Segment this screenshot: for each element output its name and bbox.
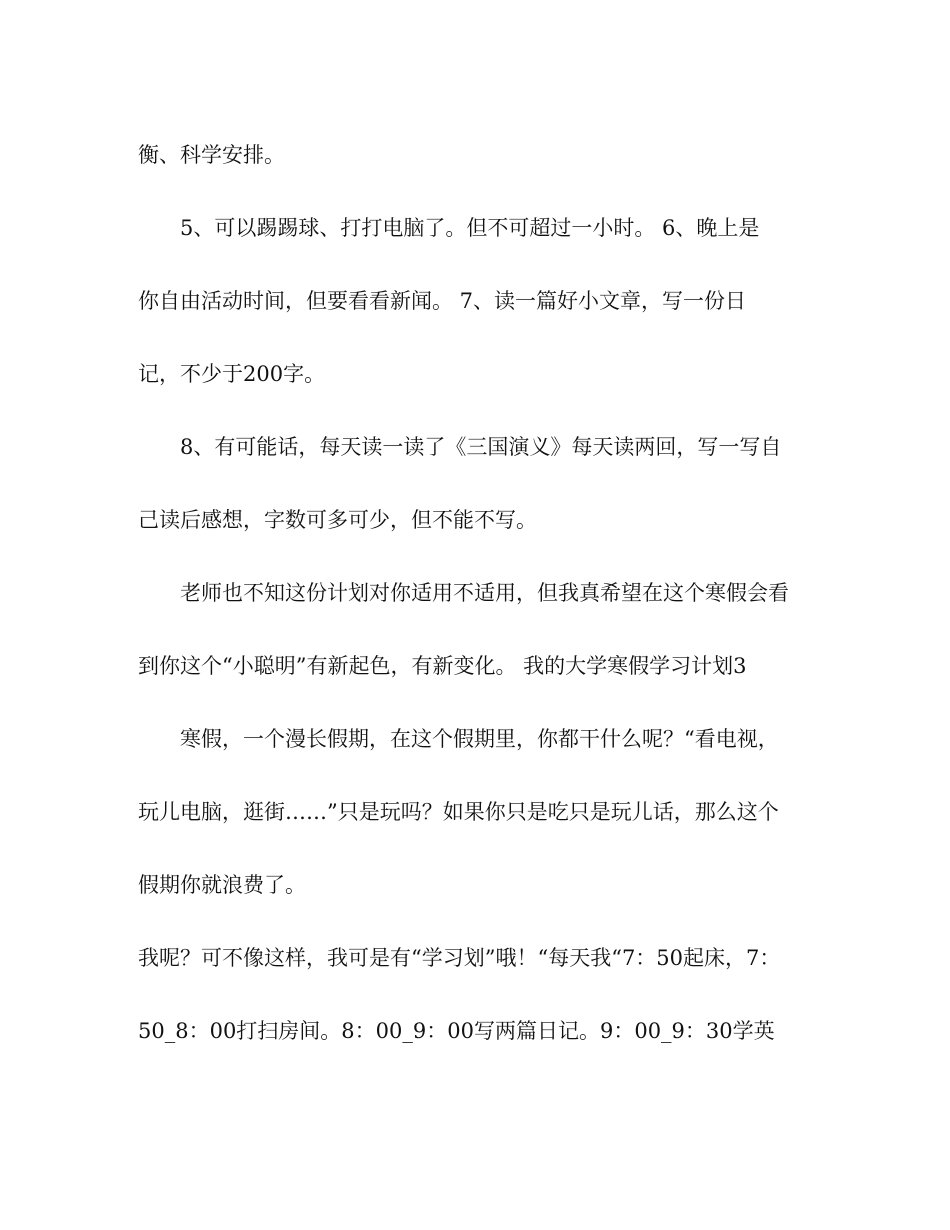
text-line: 你自由活动时间，但要看看新闻。 7、读一篇好小文章，写一份日 bbox=[138, 289, 747, 313]
text-line: 己读后感想，字数可多可少，但不能不写。 bbox=[138, 508, 537, 532]
text-line: 记，不少于200字。 bbox=[138, 362, 326, 386]
text-line: 50_8：00打扫房间。8：00_9：00写两篇日记。9：00_9：30学英 bbox=[138, 1019, 775, 1043]
text-line: 玩儿电脑，逛街……”只是玩吗？如果你只是吃只是玩儿话，那么这个 bbox=[138, 800, 779, 824]
text-line: 衡、科学安排。 bbox=[138, 143, 285, 167]
text-line: 老师也不知这份计划对你适用不适用，但我真希望在这个寒假会看 bbox=[180, 581, 789, 605]
text-line: 到你这个“小聪明”有新起色，有新变化。 我的大学寒假学习计划3 bbox=[138, 654, 747, 678]
text-line: 8、有可能话，每天读一读了《三国演义》每天读两回，写一写自 bbox=[180, 435, 782, 459]
text-line: 5、可以踢踢球、打打电脑了。但不可超过一小时。 6、晚上是 bbox=[180, 216, 760, 240]
text-line: 寒假，一个漫长假期，在这个假期里，你都干什么呢？“看电视， bbox=[180, 727, 779, 751]
text-line: 假期你就浪费了。 bbox=[138, 873, 306, 897]
text-line: 我呢？可不像这样，我可是有“学习划”哦！“每天我“7：50起床，7： bbox=[138, 946, 781, 970]
